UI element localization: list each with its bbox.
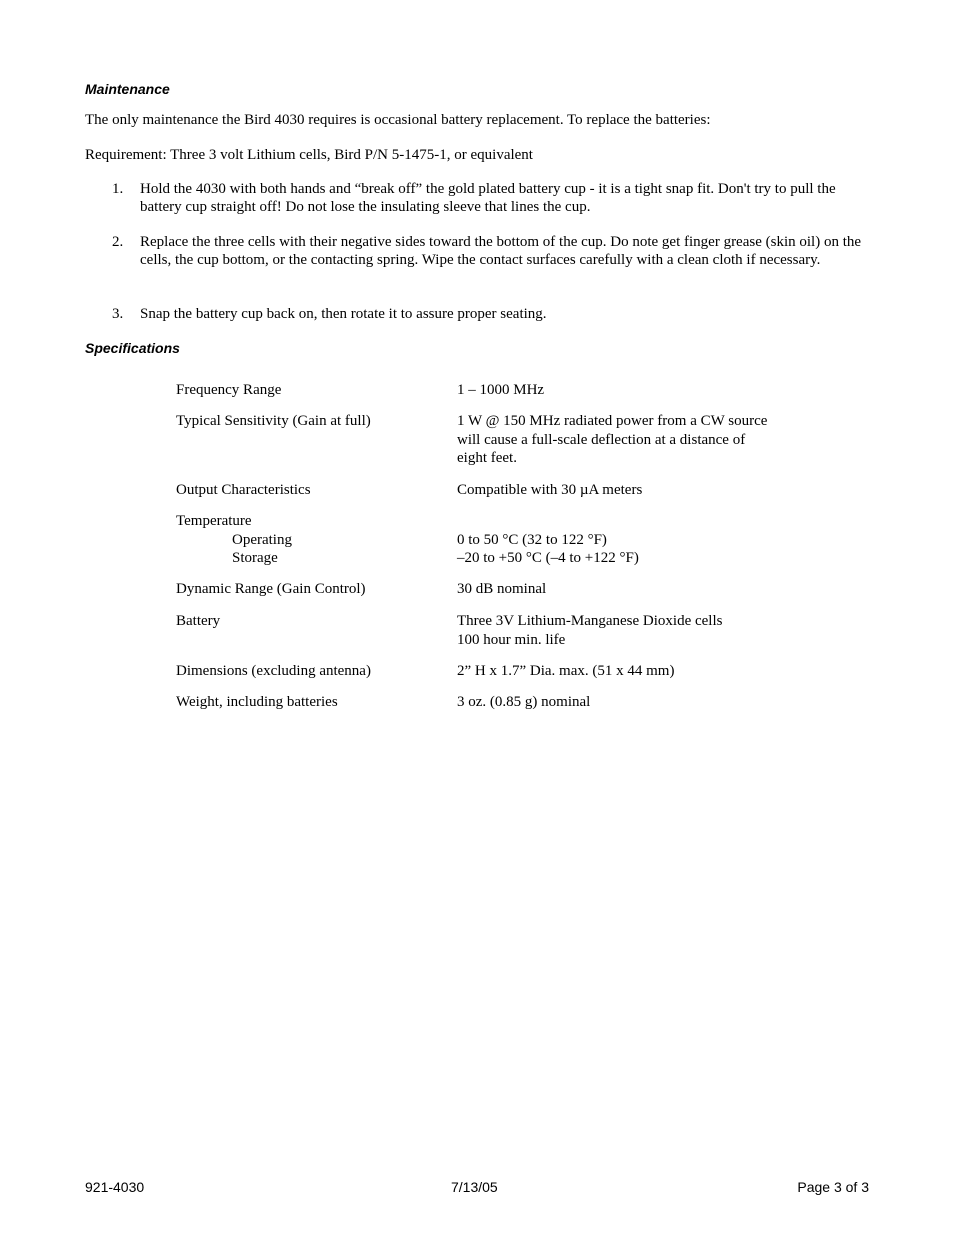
step-number: 2. [112,234,124,250]
footer-page-number: Page 3 of 3 [797,1179,869,1195]
spec-label [176,512,292,568]
storage-label: Storage [232,550,278,566]
spec-value [457,612,797,649]
spec-label: Typical Sensitivity (Gain at full) [176,413,371,429]
step-text: Hold the 4030 with both hands and “break off” the gold plated battery cup - it is a tight snap fit. Don't try to pull the battery cup straight off! Do not lose the insulating sleeve that lines the cup. [140,181,836,215]
spec-label: Dynamic Range (Gain Control) [176,581,366,597]
spec-value: 3 oz. (0.85 g) nominal [457,694,591,710]
spec-label: Output Characteristics [176,482,311,498]
storage-value: –20 to +50 °C (–4 to +122 °F) [457,550,639,566]
step-text: Replace the three cells with their negative sides toward the bottom of the cup. Do note get finger grease (skin oil) on the cells, the cup bottom, or the contacting spring. Wipe the contact surfaces carefully with a clean cloth if necessary. [140,234,862,268]
operating-label: Operating [232,531,292,548]
spec-value: 1 W @ 150 MHz radiated power from a CW source will cause a full-scale deflection at a distance of eight feet. [457,413,768,466]
footer-doc-number: 921-4030 [85,1179,145,1195]
spec-value [457,512,797,568]
step-text: Snap the battery cup back on, then rotate it to assure proper seating. [140,306,547,322]
spec-value: 2” H x 1.7” Dia. max. (51 x 44 mm) [457,663,675,679]
maintenance-heading: Maintenance [85,81,170,97]
spec-value: 1 – 1000 MHz [457,382,545,398]
battery-value-line: 100 hour min. life [457,631,566,648]
battery-requirement: Requirement: Three 3 volt Lithium cells, Bird P/N 5-1475-1, or equivalent [85,147,533,163]
footer-date: 7/13/05 [451,1179,498,1195]
spec-label: Frequency Range [176,382,282,398]
operating-value: 0 to 50 °C (32 to 122 °F) [457,531,607,548]
step-number: 1. [112,181,124,197]
spec-label: Dimensions (excluding antenna) [176,663,371,679]
temperature-label: Temperature [176,513,252,529]
spec-value: 30 dB nominal [457,581,547,597]
maintenance-intro: The only maintenance the Bird 4030 requires is occasional battery replacement. To replace the batteries: [85,112,711,128]
step-number: 3. [112,306,124,322]
spec-label: Battery [176,613,221,629]
spec-label: Weight, including batteries [176,694,338,710]
spec-value: Compatible with 30 µA meters [457,482,643,498]
battery-value-line: Three 3V Lithium-Manganese Dioxide cells [457,613,723,629]
specifications-heading: Specifications [85,340,180,356]
